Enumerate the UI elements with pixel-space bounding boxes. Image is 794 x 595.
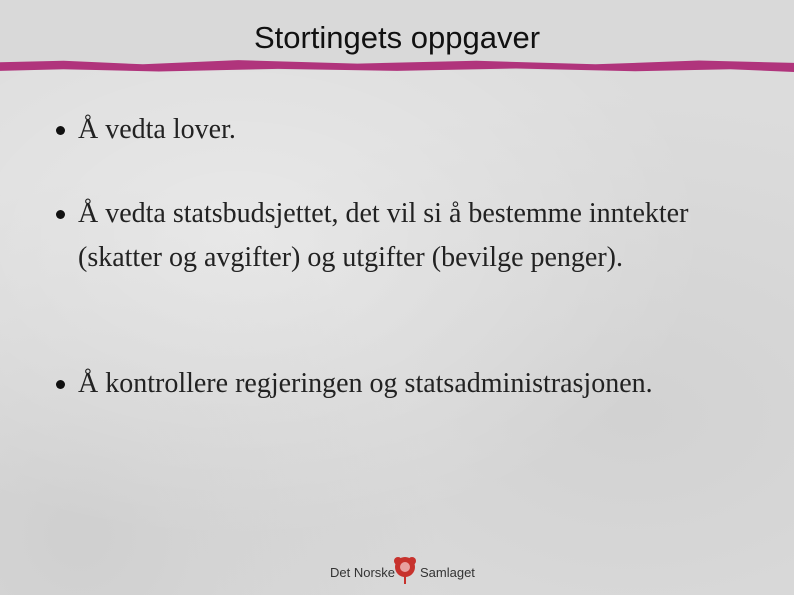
- rose-emblem-icon: [392, 555, 418, 585]
- bullet-dot-icon: [56, 126, 65, 135]
- bullet-text: Å vedta lover.: [78, 114, 236, 145]
- slide-title: Stortingets oppgaver: [253, 20, 541, 55]
- publisher-logo: [330, 555, 475, 591]
- bullet-text: Å kontrollere regjeringen og statsadministrasjonen.: [78, 368, 653, 399]
- bullet-text: Å vedta statsbudsjettet, det vil si å bestemme inntekter (skatter og avgifter) og utgifter (bevilge penger).: [78, 198, 689, 273]
- logo-text-right: Samlaget: [420, 565, 475, 580]
- bullet-dot-icon: [56, 380, 65, 389]
- bullet-dot-icon: [56, 210, 65, 219]
- logo-text-left: Det Norske: [330, 565, 396, 580]
